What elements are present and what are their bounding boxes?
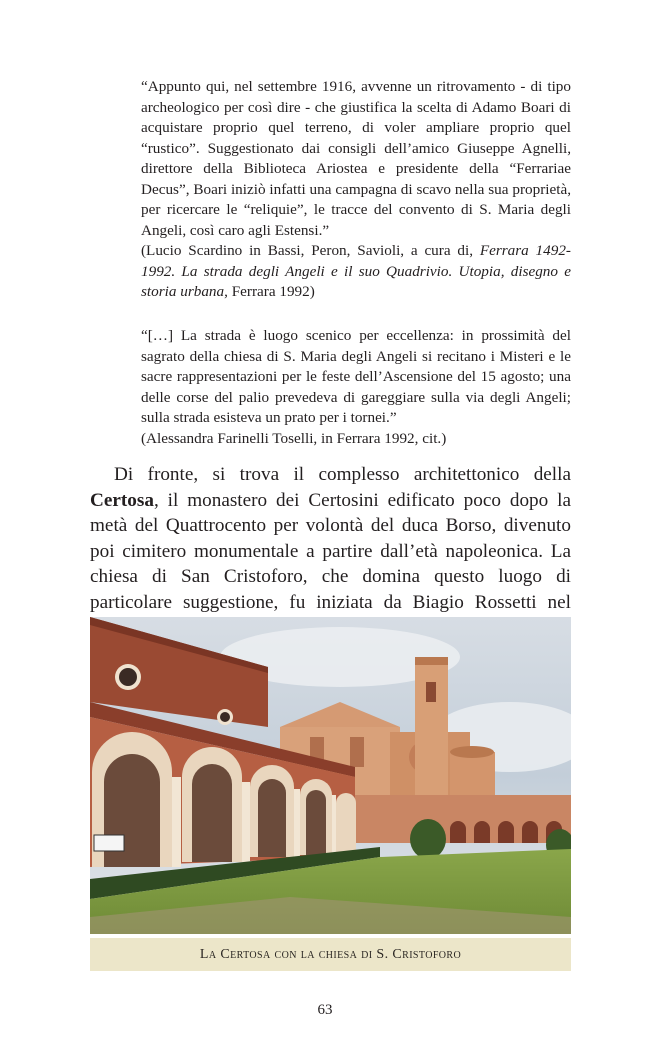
body-paragraph bbox=[90, 462, 571, 641]
body-intro: Di fronte, si trova il complesso architettonico della bbox=[114, 464, 571, 485]
page-number: 63 bbox=[317, 1002, 333, 1018]
body-bold-term: Certosa bbox=[90, 489, 154, 511]
certosa-photo bbox=[90, 617, 571, 934]
citation-prefix: (Lucio Scardino in Bassi, Peron, Savioli, a cura di, bbox=[141, 242, 480, 259]
quote-citation bbox=[141, 241, 571, 303]
quote-block-scardino bbox=[141, 77, 571, 303]
caption-bar bbox=[90, 938, 571, 971]
quote-text: “[…] La strada è luogo scenico per eccellenza: in prossimità del sagrato della chiesa di S. Maria degli Angeli si recitano i Misteri e le sacre rappresentazioni per le feste dell’Ascensione del 15 agosto; una delle corse del palio prevedeva di gareggiare sulla via degli Angeli; sulla strada esisteva un prato per i tornei.” bbox=[141, 327, 571, 426]
quote-citation: (Alessandra Farinelli Toselli, in Ferrara 1992, cit.) bbox=[141, 429, 447, 447]
quote-text: “Appunto qui, nel settembre 1916, avvenne un ritrovamento - di tipo archeologico per così dire - che giustifica la scelta di Adamo Boari di acquistare proprio quel terreno, di voler ampliare proprio quel “rustico”. Suggestionato dai consigli dell’amico Giuseppe Agnelli, direttore della Biblioteca Ariostea e presidente della “Ferrariae Decus”, Boari iniziò infatti una campagna di scavo nella sua proprietà, per ricercare le “reliquie”, le tracce del convento di S. Maria degli Angeli, così caro agli Estensi.” bbox=[141, 78, 571, 239]
body-rest: , il monastero dei Certosini edificato poco dopo la metà del Quattrocento per volontà del duca Borso, divenuto poi cimitero monumentale a partire dall’età napoleonica. La chiesa di San Cristoforo, che domina questo luogo di particolare suggestione, fu iniziata da Biagio Rossetti nel bbox=[90, 489, 571, 613]
citation-title: Ferrara 1492-1992. La strada degli Angeli e il suo Quadrivio. Utopia, disegno e storia urbana bbox=[141, 242, 571, 300]
citation-suffix: , Ferrara 1992) bbox=[224, 283, 315, 300]
quote-block-farinelli bbox=[141, 326, 571, 449]
photo-caption: La Certosa con la chiesa di S. Cristoforo bbox=[199, 946, 462, 962]
